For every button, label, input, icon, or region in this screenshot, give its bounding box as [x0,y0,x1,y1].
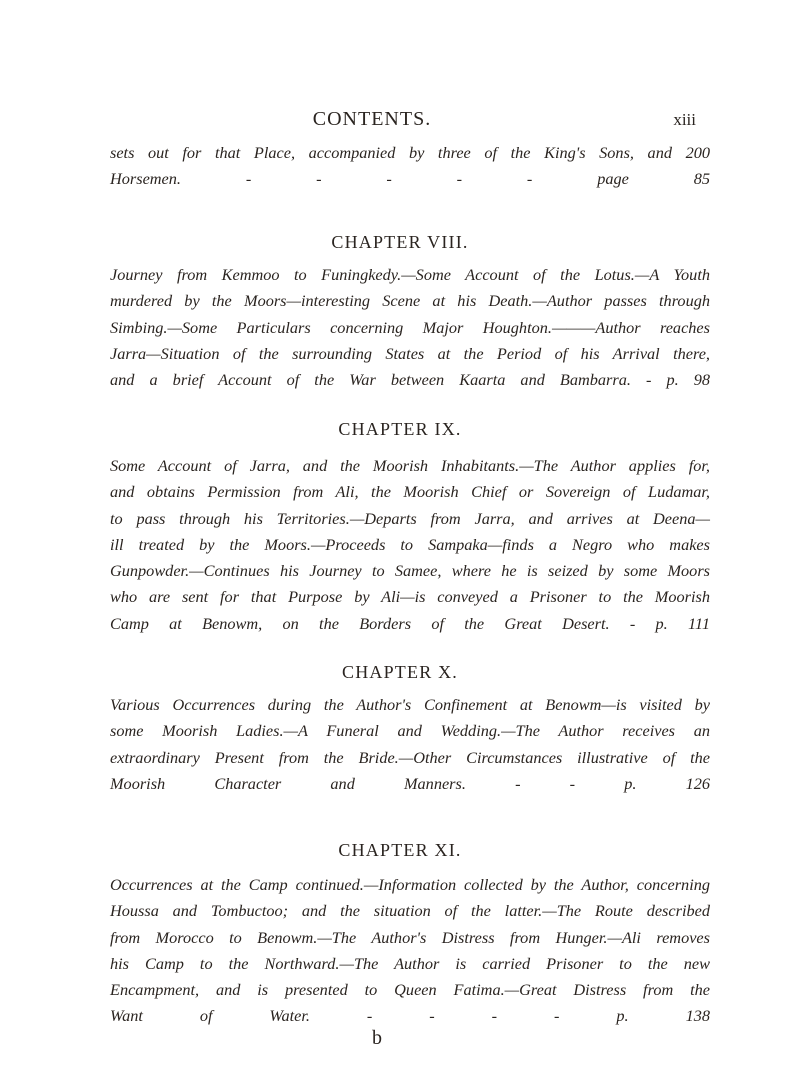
page-number: xiii [673,110,696,129]
chapter-summary-xi [110,872,710,1030]
entry-line: his Camp to the Northward.—The Author is carried Prisoner to the new [110,953,710,973]
entry-line: Want of Water. - - - - p. 138 [110,1006,710,1026]
entry-line: to pass through his Territories.—Departs from Jarra, and arrives at Deena— [110,508,710,528]
entry-line: extraordinary Present from the Bride.—Other Circumstances illustrative of the [110,747,710,767]
entry-line: Occurrences at the Camp continued.—Information collected by the Author, concerning [110,875,710,894]
chapter-summary-ix [110,453,710,637]
entry-line: and a brief Account of the War between Kaarta and Bambarra. - p. 98 [110,370,710,390]
chapter-heading-x: CHAPTER X. [341,662,458,682]
chapter-summary-x [110,692,710,797]
chapter-heading-ix: CHAPTER IX. [338,419,462,439]
entry-line: who are sent for that Purpose by Ali—is conveyed a Prisoner to the Moorish [110,587,710,607]
page-title: CONTENTS. [312,108,432,130]
entry-line: ill treated by the Moors.—Proceeds to Sampaka—finds a Negro who makes [110,534,710,554]
chapter-summary-viii [110,262,710,393]
entry-line: from Morocco to Benowm.—The Author's Distress from Hunger.—Ali removes [110,927,710,947]
entry-line: and obtains Permission from Ali, the Moorish Chief or Sovereign of Ludamar, [110,482,710,502]
signature-mark: b [372,1027,382,1049]
entry-line: Moorish Character and Manners. - - p. 126 [110,773,710,793]
entry-line: Journey from Kemmoo to Funingkedy.—Some Account of the Lotus.—A Youth [110,265,710,284]
running-head [0,108,800,132]
entry-line: Camp at Benowm, on the Borders of the Great Desert. - p. 111 [110,613,710,633]
entry-line: Simbing.—Some Particulars concerning Major Houghton.———Author reaches [110,317,710,337]
entry-line: Some Account of Jarra, and the Moorish Inhabitants.—The Author applies for, [110,456,710,475]
entry-line: murdered by the Moors—interesting Scene at his Death.—Author passes through [110,291,710,311]
continuation-entry [110,140,710,192]
entry-line: Gunpowder.—Continues his Journey to Samee, where he is seized by some Moors [110,561,710,581]
entry-line: Encampment, and is presented to Queen Fatima.—Great Distress from the [110,980,710,1000]
entry-line: sets out for that Place, accompanied by three of the King's Sons, and 200 [110,143,710,162]
chapter-heading-viii: CHAPTER VIII. [331,232,469,252]
entry-line: some Moorish Ladies.—A Funeral and Wedding.—The Author receives an [110,721,710,741]
entry-line: Various Occurrences during the Author's Confinement at Benowm—is visited by [110,695,710,714]
entry-line: Houssa and Tombuctoo; and the situation of the latter.—The Route described [110,901,710,921]
entry-line: Jarra—Situation of the surrounding States at the Period of his Arrival there, [110,343,710,363]
entry-line: Horsemen. - - - - - page 85 [110,169,710,188]
chapter-heading-xi: CHAPTER XI. [338,840,462,860]
